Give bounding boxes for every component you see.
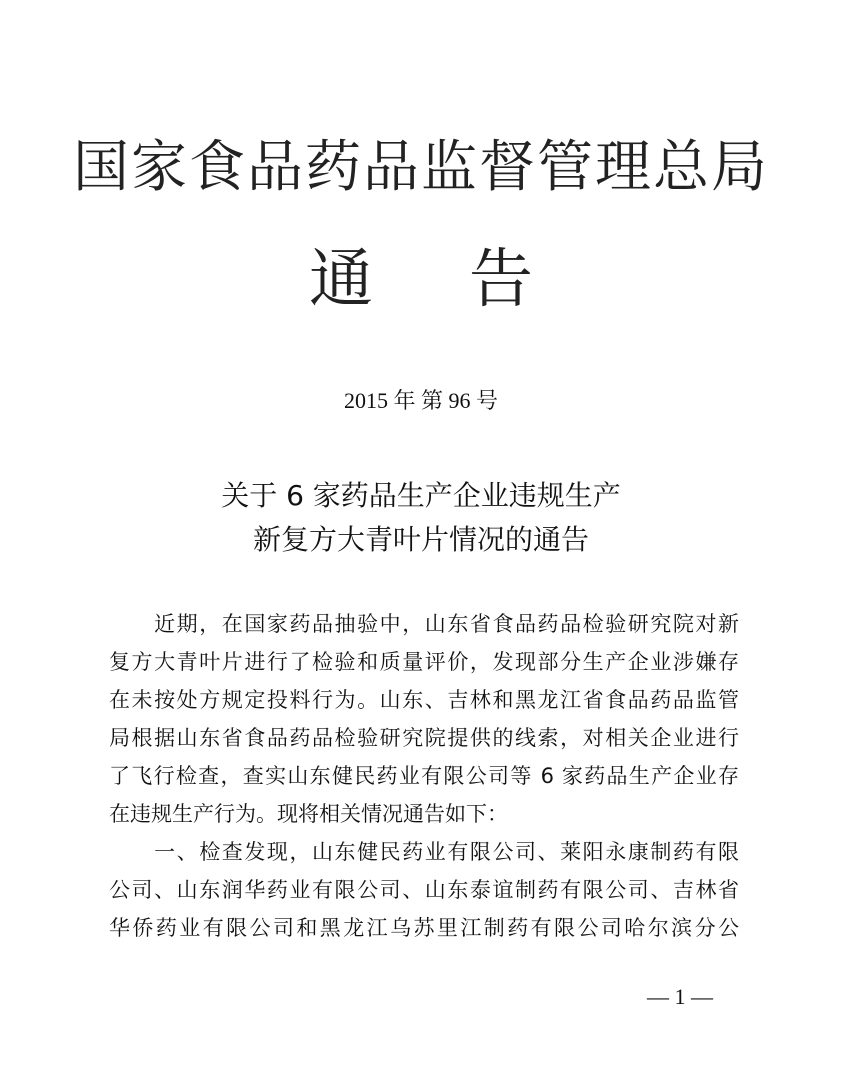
body-line: 华侨药业有限公司和黑龙江乌苏里江制药有限公司哈尔滨分公 — [109, 916, 739, 940]
notice-body — [109, 605, 739, 947]
document-type-heading — [0, 240, 842, 320]
doc-type-char-1: 通 — [309, 243, 373, 317]
doc-type-char-2: 告 — [469, 243, 533, 317]
body-line: 复方大青叶片进行了检验和质量评价，发现部分生产企业涉嫌存 — [109, 650, 739, 674]
subject-line-2: 新复方大青叶片情况的通告 — [252, 523, 589, 556]
body-line: 在未按处方规定投料行为。山东、吉林和黑龙江省食品药品监管 — [109, 688, 739, 712]
body-line: 在违规生产行为。现将相关情况通告如下： — [109, 802, 508, 826]
body-line: 一、检查发现，山东健民药业有限公司、莱阳永康制药有限 — [109, 840, 739, 864]
issuing-organization-title: 国家食品药品监督管理总局 — [73, 135, 769, 200]
subject-line-1: 关于 6 家药品生产企业违规生产 — [221, 479, 621, 512]
body-line: 近期，在国家药品抽验中，山东省食品药品检验研究院对新 — [109, 612, 739, 636]
body-line: 了飞行检查，查实山东健民药业有限公司等 6 家药品生产企业存 — [109, 764, 739, 788]
page-number: — 1 — — [647, 984, 713, 1009]
body-line: 局根据山东省食品药品检验研究院提供的线索，对相关企业进行 — [109, 726, 739, 750]
document-number: 2015 年 第 96 号 — [343, 388, 498, 413]
body-line: 公司、山东润华药业有限公司、山东泰谊制药有限公司、吉林省 — [109, 878, 739, 902]
notice-subject — [0, 474, 842, 562]
